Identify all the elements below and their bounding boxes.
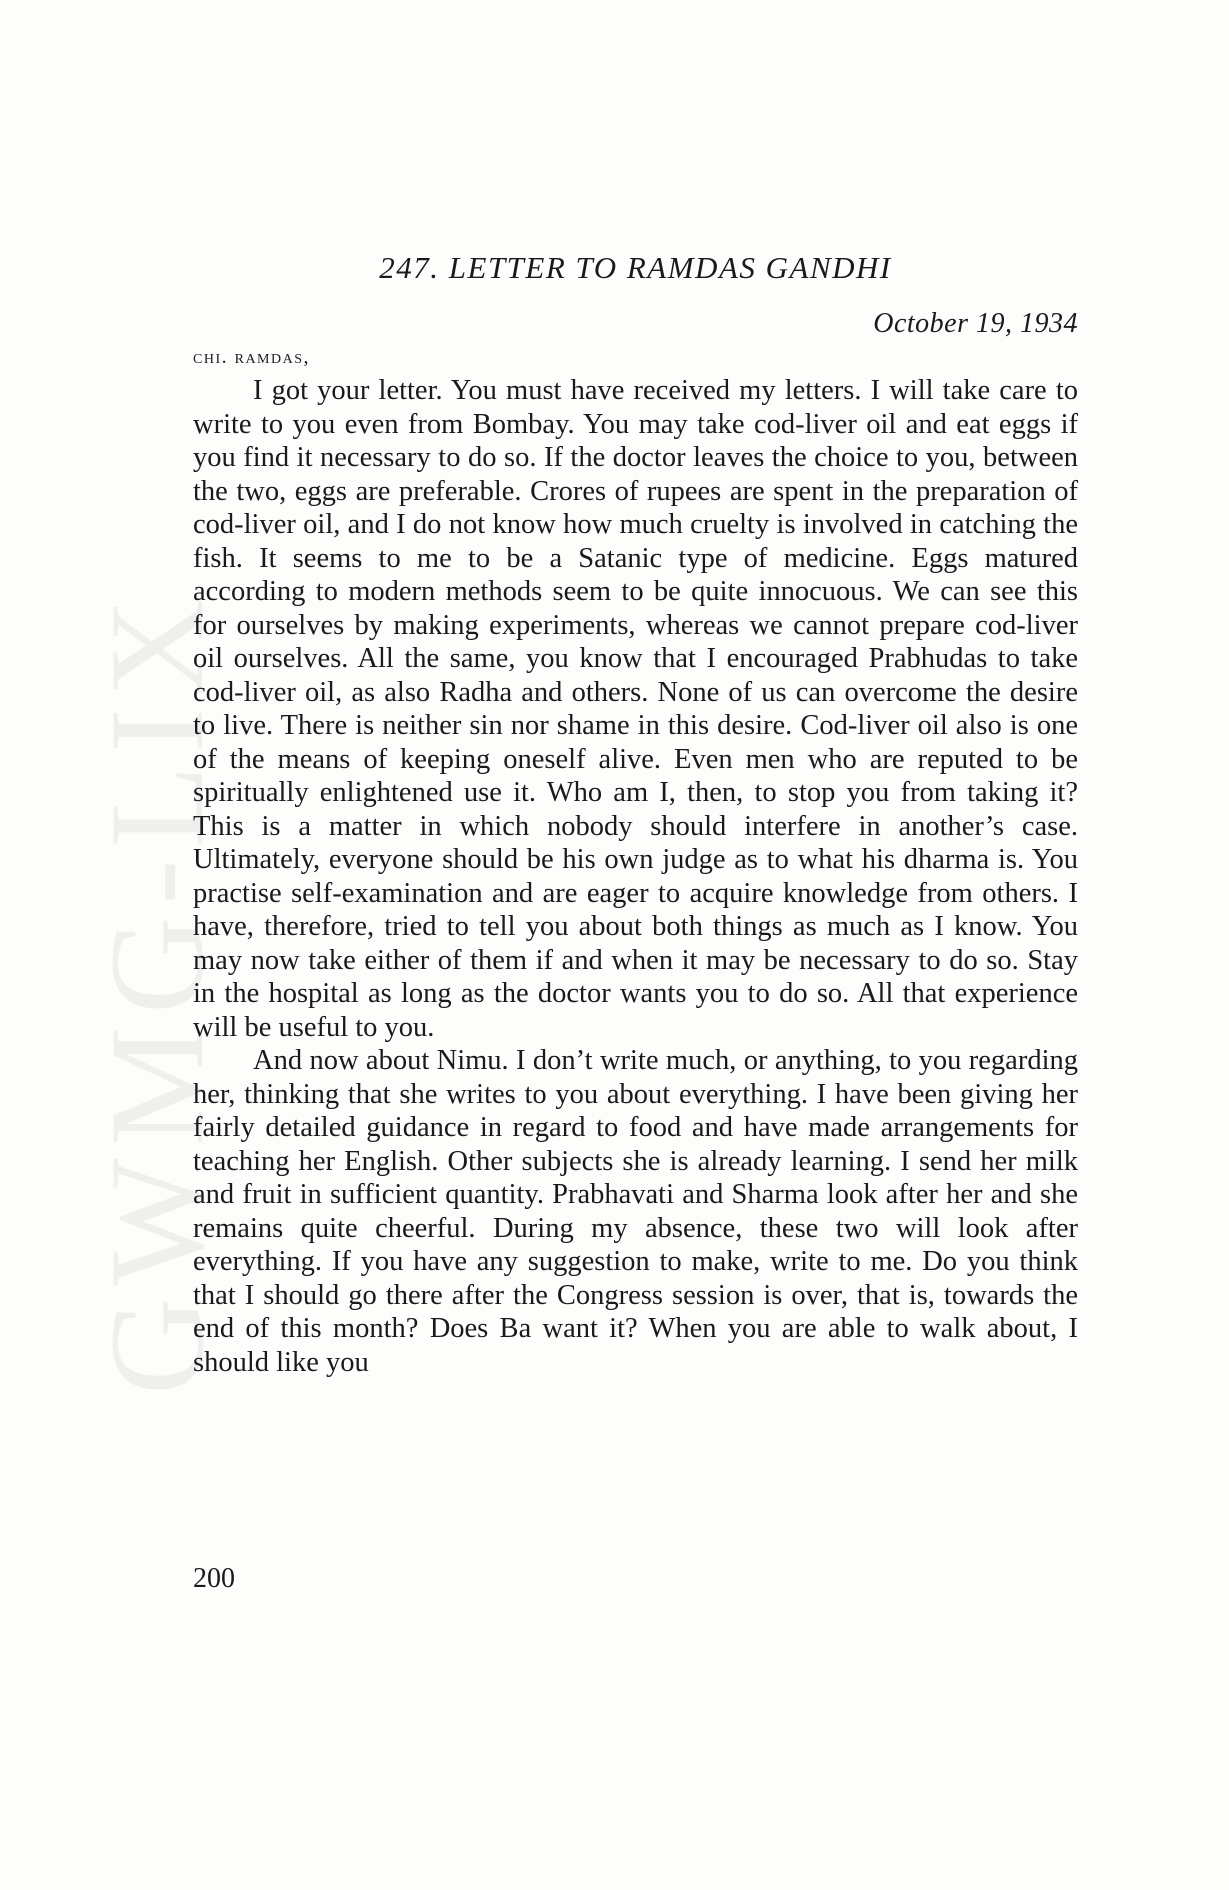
salutation: chi. ramdas, [193,346,311,368]
watermark: GWMG-LIX [83,586,232,1395]
page-number: 200 [193,1563,235,1594]
letter-body [193,374,1078,1379]
letter-date: October 19, 1934 [873,308,1078,339]
paragraph: And now about Nimu. I don’t write much, or anything, to you regarding her, thinking that she writes to you about everything. I have been giving her fairly detailed guidance in regard to food and have made arrangements for teaching her English. Other subjects she is already learning. I send her milk and fruit in sufficient quantity. Prabhavati and Sharma look after her and she remains quite cheerful. During my absence, these two will look after everything. If you have any suggestion to make, write to me. Do you think that I should go there after the Congress session is over, that is, towards the end of this month? Does Ba want it? When you are able to walk about, I should like you [193,1045,1078,1378]
document-title: 247. LETTER TO RAMDAS GANDHI [379,250,892,285]
paragraph: I got your letter. You must have received my letters. I will take care to write to you even from Bombay. You may take cod-liver oil and eat eggs if you find it necessary to do so. If the doctor leaves the choice to you, between the two, eggs are preferable. Crores of rupees are spent in the preparation of cod-liver oil, and I do not know how much cruelty is involved in catching the fish. It seems to me to be a Satanic type of medicine. Eggs matured according to modern methods seem to be quite innocuous. We can see this for ourselves by making experiments, whereas we cannot prepare cod-liver oil ourselves. All the same, you know that I encouraged Prabhudas to take cod-liver oil, as also Radha and others. None of us can overcome the desire to live. There is neither sin nor shame in this desire. Cod-liver oil also is one of the means of keeping oneself alive. Even men who are reputed to be spiritually enlightened use it. Who am I, then, to stop you from taking it? This is a matter in which nobody should interfere in another’s case. Ultimately, everyone should be his own judge as to what his dharma is. You practise self-examination and are eager to acquire knowledge from others. I have, therefore, tried to tell you about both things as much as I know. You may now take either of them if and when it may be necessary to do so. Stay in the hospital as long as the doctor wants you to do so. All that experience will be useful to you. [193,375,1078,1043]
